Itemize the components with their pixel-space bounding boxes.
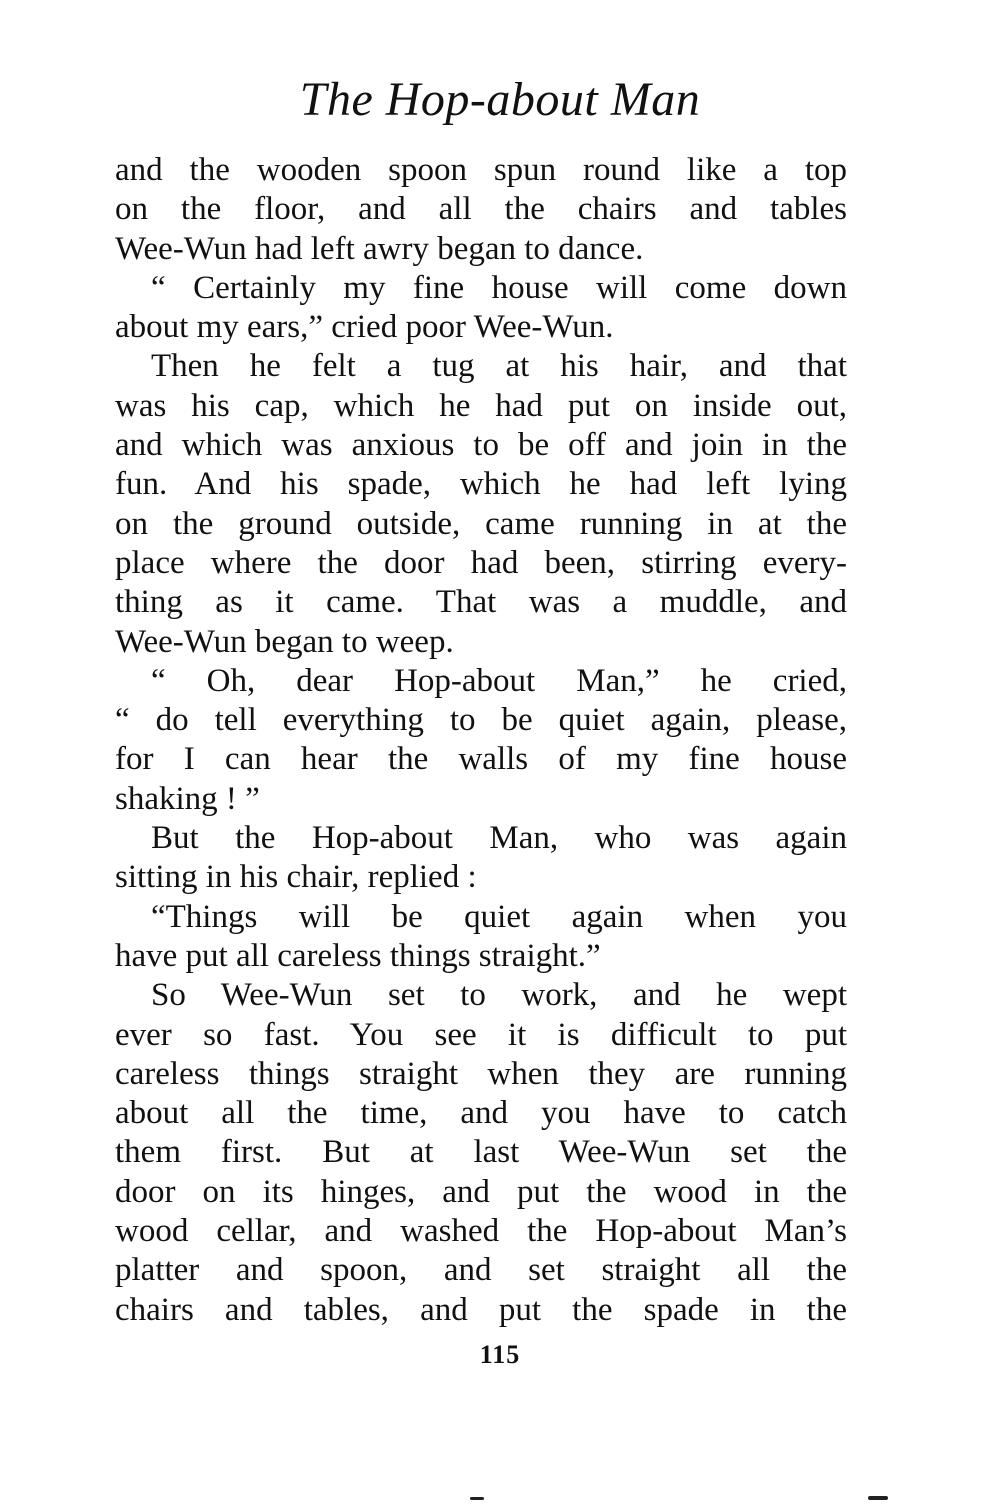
text-line: platter and spoon, and set straight all the — [115, 1252, 847, 1289]
text-line: shaking ! ” — [115, 780, 260, 817]
text-line: Wee-Wun had left awry began to dance. — [115, 230, 644, 267]
text-line: sitting in his chair, replied : — [115, 859, 477, 896]
text-line: place where the door had been, stirring every- — [115, 544, 847, 581]
text-line: careless things straight when they are running — [115, 1055, 847, 1092]
print-speck — [868, 1496, 888, 1500]
text-line: for I can hear the walls of my fine house — [115, 741, 847, 778]
text-line: ever so fast. You see it is difficult to put — [115, 1016, 847, 1053]
text-line: Wee-Wun began to weep. — [115, 623, 454, 660]
text-line: them first. But at last Wee-Wun set the — [115, 1134, 847, 1171]
running-head: The Hop-about Man — [299, 73, 701, 126]
print-speck — [470, 1497, 484, 1500]
text-line: was his cap, which he had put on inside out, — [115, 387, 847, 424]
text-line: thing as it came. That was a muddle, and — [115, 584, 847, 621]
text-line: about all the time, and you have to catch — [115, 1095, 847, 1132]
text-line: on the ground outside, came running in at the — [115, 505, 847, 542]
page-number: 115 — [479, 1340, 521, 1369]
text-line: have put all careless things straight.” — [115, 937, 601, 974]
text-line: “Things will be quiet again when you — [151, 898, 847, 935]
text-line: on the floor, and all the chairs and tables — [115, 191, 847, 228]
text-line: “ Oh, dear Hop-about Man,” he cried, — [151, 662, 847, 699]
text-line: wood cellar, and washed the Hop-about Man’s — [115, 1213, 847, 1250]
text-line: “ Certainly my fine house will come down — [151, 269, 847, 306]
text-line: So Wee-Wun set to work, and he wept — [151, 977, 847, 1014]
body-text — [115, 151, 847, 1330]
text-line: door on its hinges, and put the wood in the — [115, 1173, 847, 1210]
text-line: fun. And his spade, which he had left lying — [115, 466, 847, 503]
text-line: chairs and tables, and put the spade in the — [115, 1291, 847, 1328]
text-line: Then he felt a tug at his hair, and that — [151, 348, 847, 385]
text-line: But the Hop-about Man, who was again — [151, 820, 847, 857]
text-line: and the wooden spoon spun round like a top — [115, 152, 847, 188]
text-line: “ do tell everything to be quiet again, please, — [115, 702, 847, 739]
text-line: and which was anxious to be off and join in the — [115, 427, 847, 464]
text-line: about my ears,” cried poor Wee-Wun. — [115, 309, 614, 346]
